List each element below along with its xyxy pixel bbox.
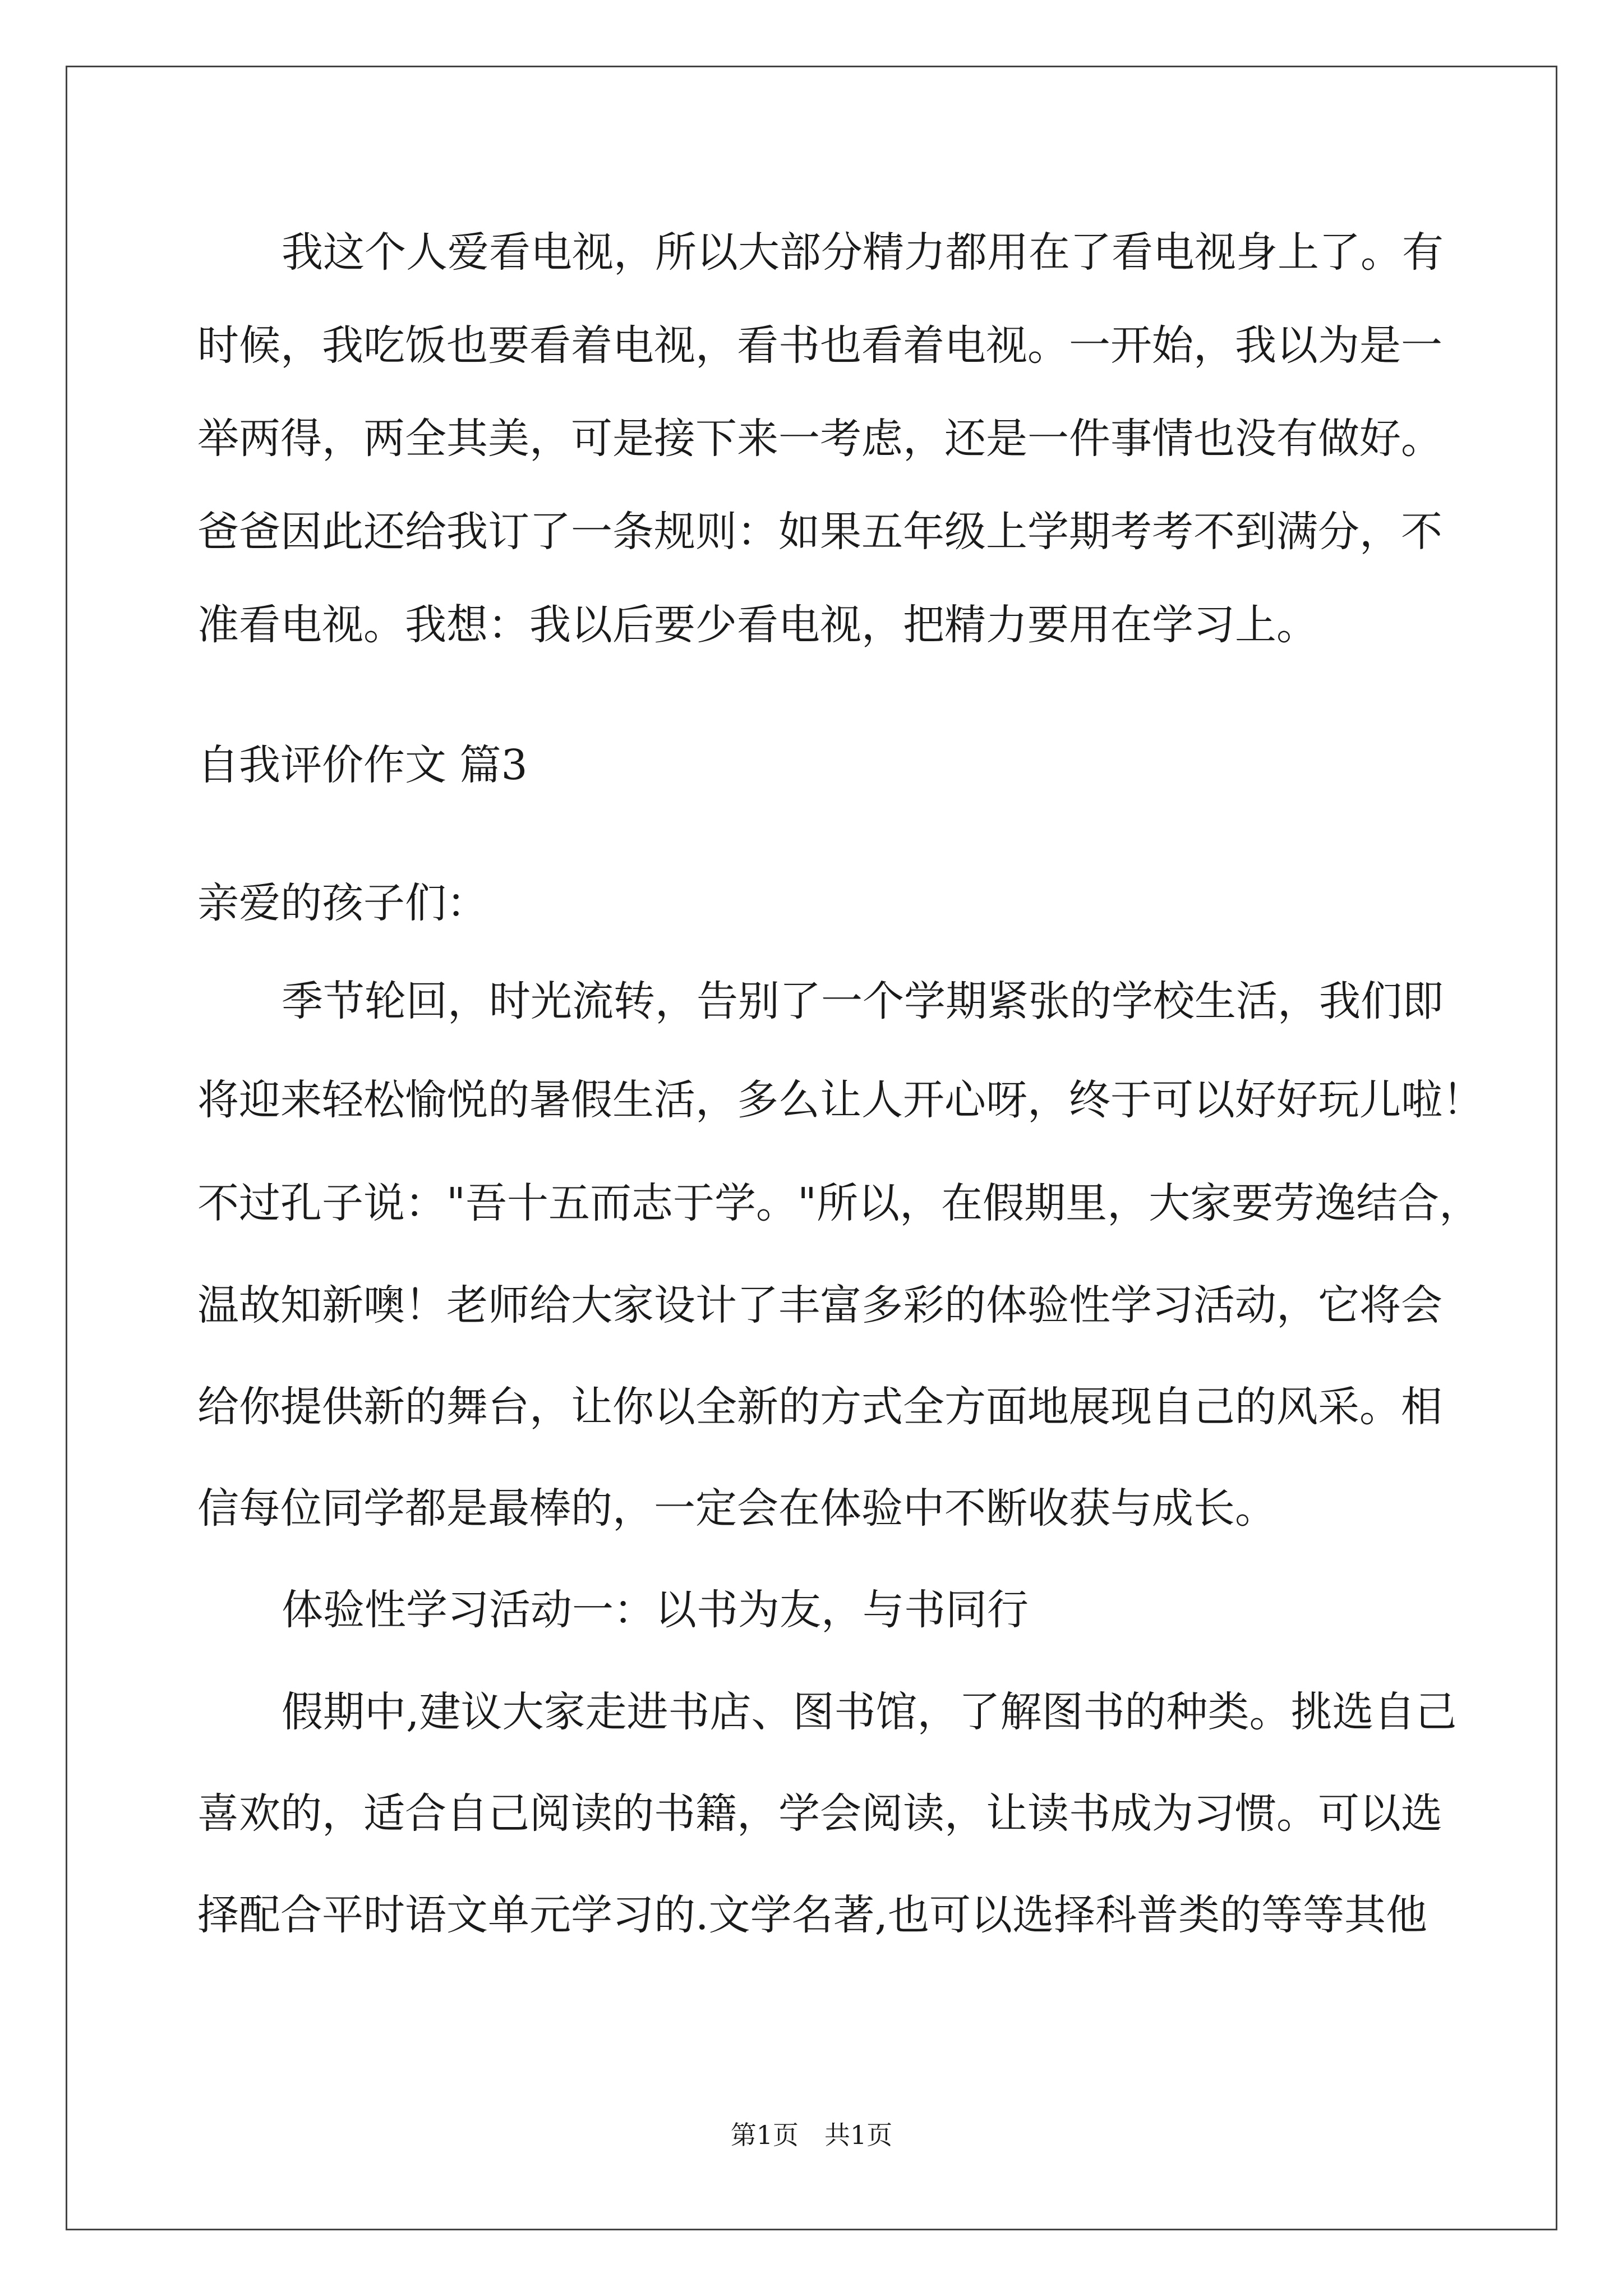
paragraph-line: 喜欢的，适合自己阅读的书籍，学会阅读，让读书成为习惯。可以选: [197, 1789, 1442, 1838]
activity-heading: 体验性学习活动一：以书为友，与书同行: [282, 1586, 1029, 1634]
section-heading: 自我评价作文 篇3: [197, 741, 528, 789]
paragraph-line: 择配合平时语文单元学习的.文学名著,也可以选择科普类的等等其他: [197, 1891, 1428, 1939]
paragraph-line: 我这个人爱看电视，所以大部分精力都用在了看电视身上了。有: [282, 228, 1444, 277]
paragraph-line: 季节轮回，时光流转，告别了一个学期紧张的学校生活，我们即: [282, 977, 1444, 1025]
paragraph-line: 假期中,建议大家走进书店、图书馆，了解图书的种类。挑选自己: [282, 1688, 1457, 1736]
paragraph-line: 准看电视。我想：我以后要少看电视，把精力要用在学习上。: [197, 601, 1318, 649]
paragraph-line: 时候，我吃饭也要看着电视，看书也看着电视。一开始，我以为是一: [197, 321, 1442, 370]
paragraph-line: 温故知新噢！老师给大家设计了丰富多彩的体验性学习活动，它将会: [197, 1281, 1442, 1329]
paragraph-line: 爸爸因此还给我订了一条规则：如果五年级上学期考考不到满分，不: [197, 508, 1442, 556]
paragraph-line: 信每位同学都是最棒的，一定会在体验中不断收获与成长。: [197, 1484, 1276, 1533]
paragraph-line: 举两得，两全其美，可是接下来一考虑，还是一件事情也没有做好。: [197, 415, 1442, 463]
paragraph-line: 将迎来轻松愉悦的暑假生活，多么让人开心呀，终于可以好好玩儿啦！: [197, 1076, 1484, 1124]
paragraph-line: 不过孔子说："吾十五而志于学。"所以，在假期里，大家要劳逸结合，: [197, 1179, 1481, 1227]
salutation: 亲爱的孩子们：: [197, 879, 488, 927]
page-footer: 第1页 共1页: [730, 2120, 893, 2150]
paragraph-line: 给你提供新的舞台，让你以全新的方式全方面地展现自己的风采。相: [197, 1383, 1442, 1431]
